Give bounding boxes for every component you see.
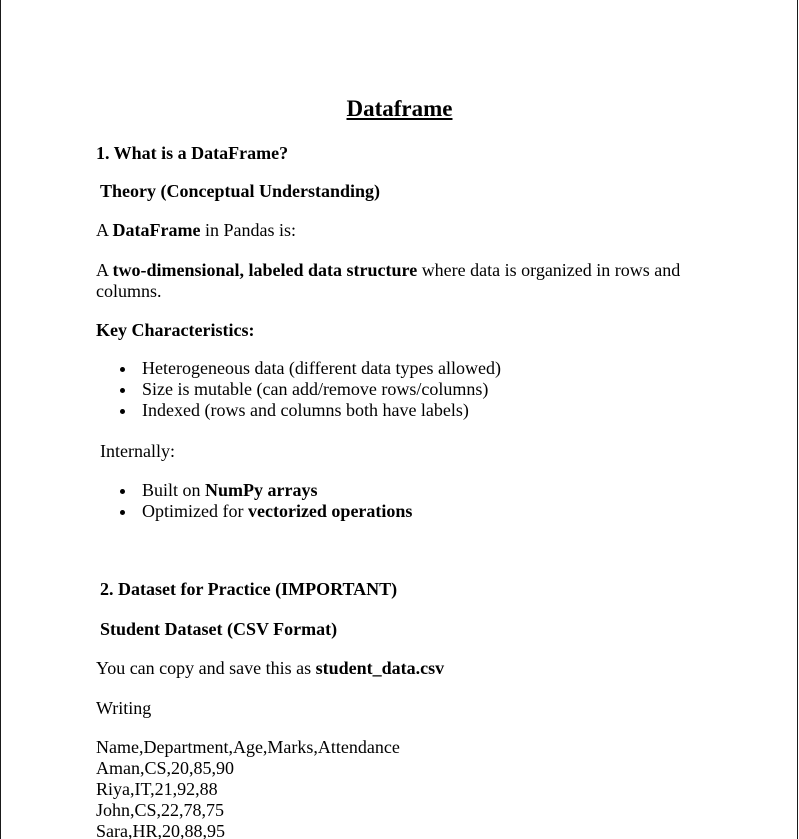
characteristics-heading: Key Characteristics: bbox=[96, 320, 255, 340]
csv-line: Aman,CS,20,85,90 bbox=[96, 758, 235, 778]
section1-heading: 1. What is a DataFrame? bbox=[96, 143, 289, 163]
copy-note-prefix: You can copy and save this as bbox=[96, 658, 316, 678]
intro-paragraph bbox=[96, 220, 296, 241]
csv-line: Name,Department,Age,Marks,Attendance bbox=[96, 737, 400, 757]
intro-suffix: in Pandas is: bbox=[200, 220, 296, 240]
item-bold: NumPy arrays bbox=[205, 480, 318, 500]
intro-prefix: A bbox=[96, 220, 113, 240]
definition-bold-term: two-dimensional, labeled data structure bbox=[112, 260, 418, 280]
copy-note bbox=[96, 658, 444, 679]
internally-list bbox=[120, 480, 412, 522]
item-prefix: Optimized for bbox=[142, 501, 248, 521]
internally-label: Internally: bbox=[100, 441, 175, 461]
list-item: Heterogeneous data (different data types allowed) bbox=[120, 358, 501, 379]
writing-label: Writing bbox=[96, 698, 152, 718]
list-item: Size is mutable (can add/remove rows/columns) bbox=[120, 379, 501, 400]
csv-block bbox=[96, 737, 400, 839]
item-prefix: Built on bbox=[142, 480, 206, 500]
csv-line: Sara,HR,20,88,95 bbox=[96, 821, 225, 839]
section2-heading: 2. Dataset for Practice (IMPORTANT) bbox=[100, 579, 398, 599]
theory-heading: Theory (Conceptual Understanding) bbox=[100, 181, 381, 201]
page-border-right bbox=[797, 0, 798, 839]
csv-line: Riya,IT,21,92,88 bbox=[96, 779, 218, 799]
csv-line: John,CS,22,78,75 bbox=[96, 800, 225, 820]
document-title: Dataframe bbox=[346, 96, 453, 121]
list-item bbox=[120, 501, 412, 522]
dataset-heading: Student Dataset (CSV Format) bbox=[100, 619, 338, 639]
csv-filename: student_data.csv bbox=[315, 658, 445, 678]
characteristics-list bbox=[120, 358, 501, 421]
definition-line-2: columns. bbox=[96, 281, 162, 301]
intro-bold-term: DataFrame bbox=[112, 220, 201, 240]
item-bold: vectorized operations bbox=[247, 501, 413, 521]
list-item bbox=[120, 480, 412, 501]
definition-line1-suffix: where data is organized in rows and bbox=[417, 260, 681, 280]
page-border-left bbox=[0, 0, 1, 839]
definition-prefix: A bbox=[96, 260, 113, 280]
list-item: Indexed (rows and columns both have labels) bbox=[120, 400, 501, 421]
definition-line-1 bbox=[96, 260, 680, 281]
